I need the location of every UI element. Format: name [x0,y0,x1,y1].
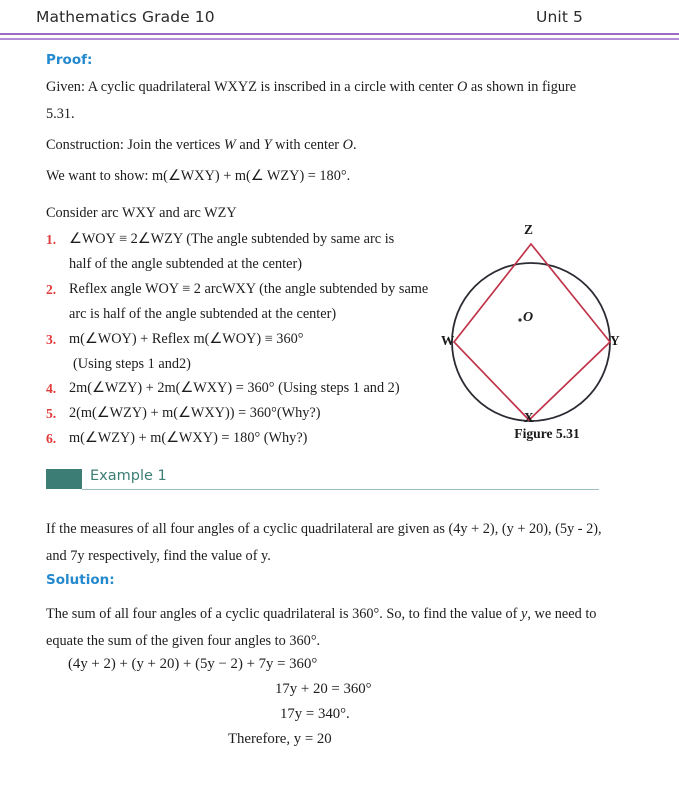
construction-vertex-w: W [223,137,236,153]
equation-4: Therefore, y = 20 [228,731,332,747]
header-rule-lower [0,38,679,40]
solution-line-2: equate the sum of the given four angles to 360°. [46,633,321,649]
step-number-1: 1. [46,232,57,247]
step-2-line-1: Reflex angle WOY ≡ 2 arcWXY (the angle subtended by same [69,281,429,297]
example-question-line-2: and 7y respectively, find the value of y. [46,548,271,564]
step-3-line-1: m(∠WOY) + Reflex m(∠WOY) ≡ 360° [69,331,304,347]
step-number-5: 5. [46,406,57,421]
construction-vertex-y: Y [263,137,272,153]
given-center-symbol: O [457,79,468,95]
header-rule-upper [0,33,679,35]
step-number-3: 3. [46,332,57,347]
step-6-line-1: m(∠WZY) + m(∠WXY) = 180° (Why?) [69,430,308,446]
example-chip [46,469,82,489]
given-line-2: 5.31. [46,106,75,122]
step-number-4: 4. [46,381,57,396]
solution-line-1-a: The sum of all four angles of a cyclic quadrilateral is 360°. So, to find the value of [46,606,521,622]
proof-heading: Proof: [46,52,93,68]
book-title: Mathematics Grade 10 [36,8,215,26]
center-point-dot [518,318,521,321]
example-banner [46,469,599,493]
equation-2: 17y + 20 = 360° [275,681,372,697]
example-underline [82,489,599,490]
figure-svg [440,222,640,427]
construction-prefix: Construction: Join the vertices [46,137,224,153]
step-1-line-1: ∠WOY ≡ 2∠WZY (The angle subtended by same arc is [69,231,395,247]
given-line-1 [46,79,576,96]
center-label-o: O [523,310,534,325]
step-number-6: 6. [46,431,57,446]
vertex-label-w: W [441,333,455,348]
solution-line-1 [46,606,596,623]
solution-line-1-b: , we need to [527,606,597,622]
construction-mid: and [235,137,264,153]
consider-line: Consider arc WXY and arc WZY [46,205,237,221]
vertex-label-z: Z [524,222,533,237]
given-prefix: Given: A cyclic quadrilateral WXYZ is inscribed in a circle with center [46,79,458,95]
vertex-label-y: Y [610,333,620,348]
vertex-label-x: X [524,410,534,425]
example-label: Example 1 [90,468,167,484]
step-number-2: 2. [46,282,57,297]
step-3-line-2: (Using steps 1 and2) [73,356,191,372]
want-to-show-line: We want to show: m(∠WXY) + m(∠ WZY) = 180°. [46,168,351,184]
figure-caption: Figure 5.31 [514,426,580,441]
step-5-line-1: 2(m(∠WZY) + m(∠WXY)) = 360°(Why?) [69,405,321,421]
step-2-line-2: arc is half of the angle subtended at the center) [69,306,337,322]
equation-3: 17y = 340°. [280,706,350,722]
circumscribed-circle [452,263,610,421]
given-suffix: as shown in figure [467,79,577,95]
step-1-line-2: half of the angle subtended at the center) [69,256,303,272]
unit-label: Unit 5 [536,8,583,26]
construction-suffix: with center [271,137,343,153]
example-question-line-1: If the measures of all four angles of a cyclic quadrilateral are given as (4y + 2), (y + 20), (5y - 2), [46,521,602,537]
solution-variable-y: y [521,606,528,622]
construction-line [46,137,357,154]
construction-end: . [352,137,357,153]
solution-heading: Solution: [46,572,115,588]
equation-1: (4y + 2) + (y + 20) + (5y − 2) + 7y = 360° [68,656,318,672]
construction-center-o: O [342,137,353,153]
quadrilateral-wxyz [454,244,610,420]
page-running-header [36,8,649,34]
step-4-line-1: 2m(∠WZY) + 2m(∠WXY) = 360° (Using steps 1 and 2) [69,380,400,396]
figure-cyclic-quadrilateral [440,222,640,427]
